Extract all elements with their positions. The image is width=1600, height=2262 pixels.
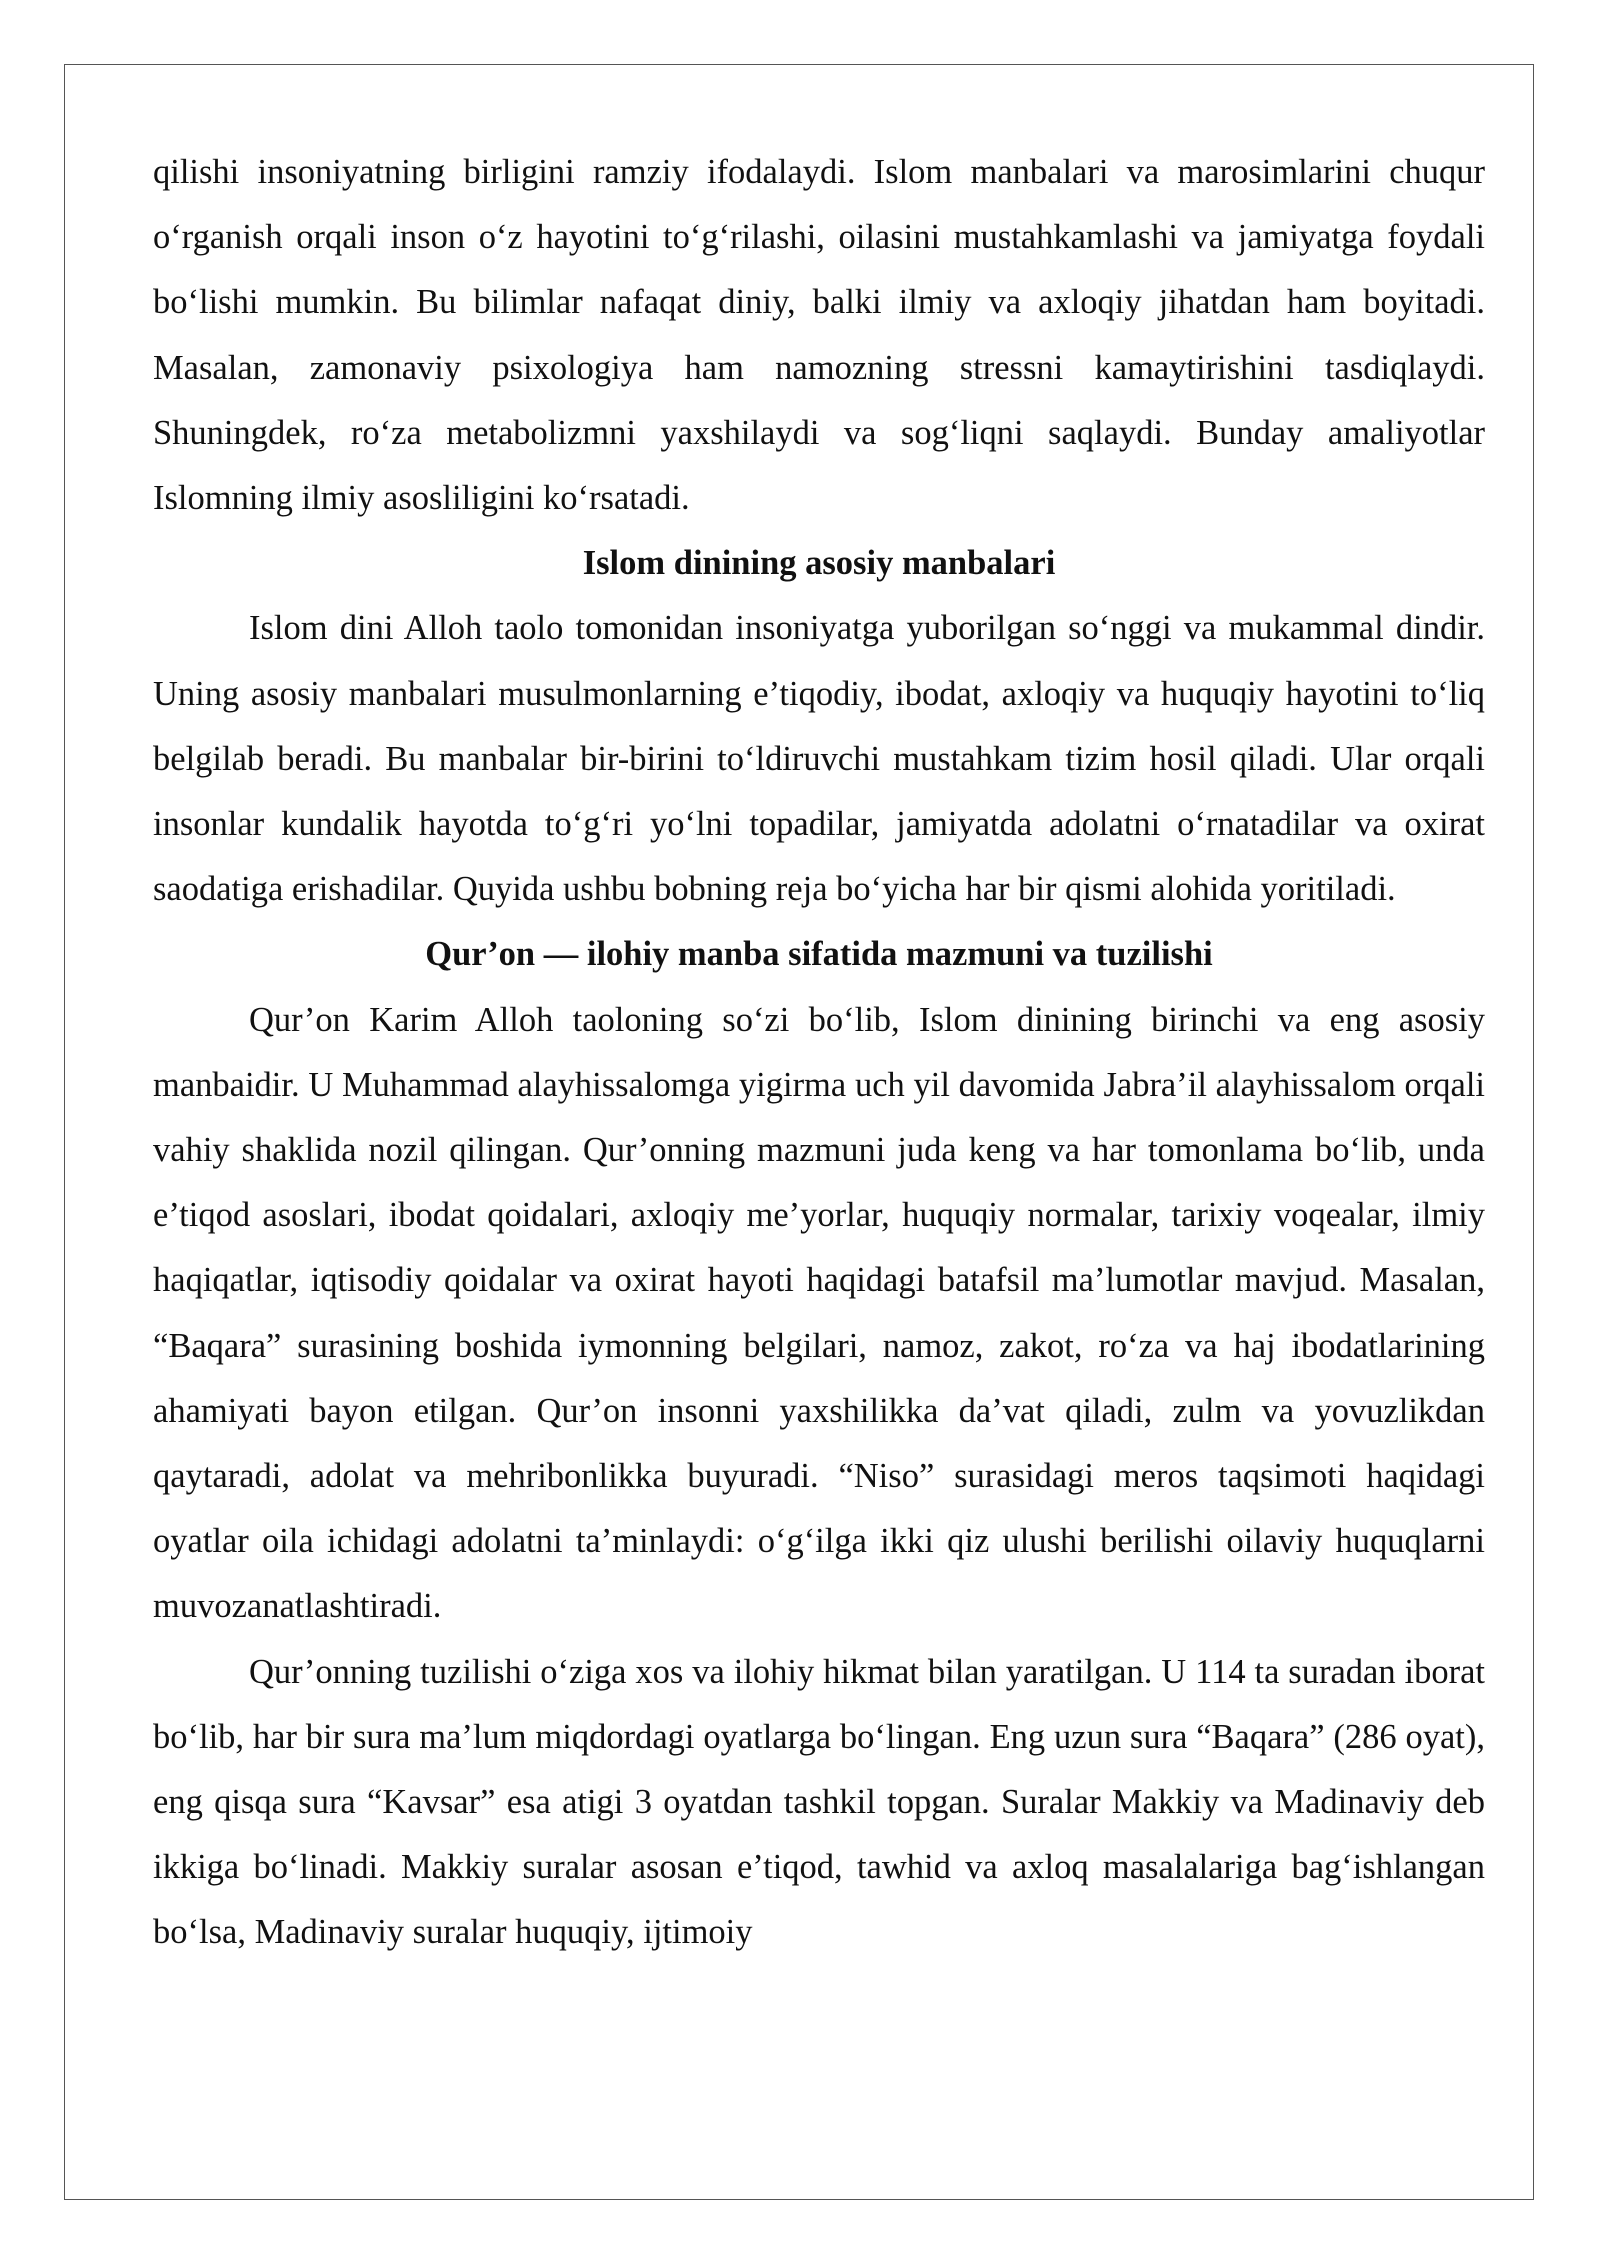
- section-heading-quron: Qur’on — ilohiy manba sifatida mazmuni va tuzilishi: [425, 935, 1213, 974]
- body-paragraph-quron-tuzilishi: Qur’onning tuzilishi oʻziga xos va ilohiy hikmat bilan yaratilgan. U 114 ta suradan iborat boʻlib, har bir sura ma’lum miqdordagi oyatlarga boʻlingan. Eng uzun sura “Baqara” (286 oyat), eng qisqa sura “Kavsar” esa atigi 3 oyatdan tashkil topgan. Suralar Makkiy va Madinaviy deb ikkiga boʻlinadi. Makkiy suralar asosan e’tiqod, tawhid va axloq masalalariga bagʻishlangan boʻlsa, Madinaviy suralar huquqiy, ijtimoiy: [153, 1652, 1485, 1952]
- body-paragraph-quron-karim: Qur’on Karim Alloh taoloning soʻzi boʻlib, Islom dinining birinchi va eng asosiy manbaidir. U Muhammad alayhissalomga yigirma uch yil davomida Jabra’il alayhissalom orqali vahiy shaklida nozil qilingan. Qur’onning mazmuni juda keng va har tomonlama boʻlib, unda e’tiqod asoslari, ibodat qoidalari, axloqiy me’yorlar, huquqiy normalar, tarixiy voqealar, ilmiy haqiqatlar, iqtisodiy qoidalar va oxirat hayoti haqidagi batafsil ma’lumotlar mavjud. Masalan, “Baqara” surasining boshida iymonning belgilari, namoz, zakot, roʻza va haj ibodatlarining ahamiyati bayon etilgan. Qur’on insonni yaxshilikka da’vat qiladi, zulm va yovuzlikdan qaytaradi, adolat va mehribonlikka buyuradi. “Niso” surasidagi meros taqsimoti haqidagi oyatlar oila ichidagi adolatni ta’minlaydi: oʻgʻilga ikki qiz ulushi berilishi oilaviy huquqlarni muvozanatlashtiradi.: [153, 1000, 1485, 1626]
- body-paragraph-islom-dini: Islom dini Alloh taolo tomonidan insoniyatga yuborilgan soʻnggi va mukammal dindir. Uning asosiy manbalari musulmonlarning e’tiqodiy, ibodat, axloqiy va huquqiy hayotini toʻliq belgilab beradi. Bu manbalar bir-birini toʻldiruvchi mustahkam tizim hosil qiladi. Ular orqali insonlar kundalik hayotda toʻgʻri yoʻlni topadilar, jamiyatda adolatni oʻrnatadilar va oxirat saodatiga erishadilar. Quyida ushbu bobning reja boʻyicha har bir qismi alohida yoritiladi.: [153, 609, 1485, 909]
- document-body: [153, 140, 1485, 1966]
- section-heading-islom-manbalari: Islom dinining asosiy manbalari: [582, 544, 1056, 583]
- body-paragraph-continuation: qilishi insoniyatning birligini ramziy ifodalaydi. Islom manbalari va marosimlarini chuqur oʻrganish orqali inson oʻz hayotini toʻgʻrilashi, oilasini mustahkamlashi va jamiyatga foydali boʻlishi mumkin. Bu bilimlar nafaqat diniy, balki ilmiy va axloqiy jihatdan ham boyitadi. Masalan, zamonaviy psixologiya ham namozning stressni kamaytirishini tasdiqlaydi. Shuningdek, roʻza metabolizmni yaxshilaydi va sogʻliqni saqlaydi. Bunday amaliyotlar Islomning ilmiy asosliligini koʻrsatadi.: [153, 153, 1485, 518]
